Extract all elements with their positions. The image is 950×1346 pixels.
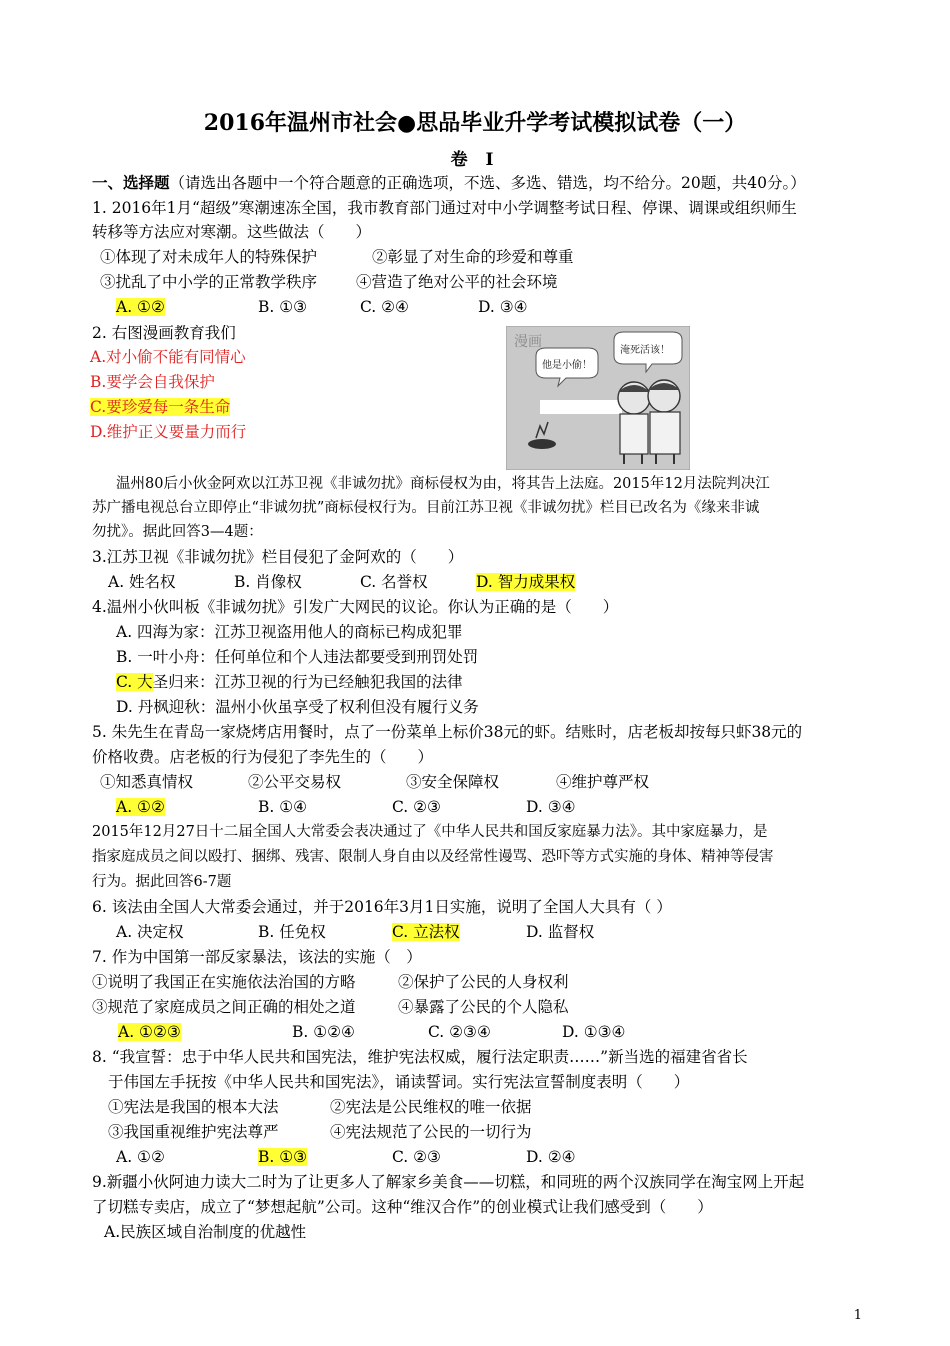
q5-statement-4: ④维护尊严权 [556, 773, 650, 791]
q8-statement-3: ③我国重视维护宪法尊严 [108, 1123, 279, 1141]
q3-option-d: D. 智力成果权 [476, 573, 576, 591]
q3-option-a: A. 姓名权 [108, 573, 176, 591]
exam-title: 2016年温州市社会●思品毕业升学考试模拟试卷（一） [203, 110, 747, 136]
comic-image [506, 326, 690, 470]
q1-option-a: A. ①② [116, 298, 165, 316]
q5-stem-line1: 5. 朱先生在青岛一家烧烤店用餐时，点了一份菜单上标价38元的虾。结账时，店老板却按每只虾38元的 [92, 723, 803, 741]
q9-stem-line1: 9.新疆小伙阿迪力读大二时为了让更多人了解家乡美食——切糕，和同班的两个汉族同学在淘宝网上开起 [92, 1173, 805, 1191]
q5-statement-2: ②公平交易权 [248, 773, 342, 791]
q2-option-d: D.维护正义要量力而行 [90, 423, 247, 441]
q1-option-d: D. ③④ [478, 298, 528, 316]
section-title: 一、选择题 [92, 173, 170, 192]
q2-option-c: C.要珍爱每一条生命 [90, 398, 231, 416]
q7-option-d: D. ①③④ [562, 1023, 626, 1041]
q1-option-b: B. ①③ [258, 298, 308, 316]
q7-option-b: B. ①②④ [292, 1023, 355, 1041]
q7-statement-3: ③规范了家庭成员之间正确的相处之道 [92, 998, 356, 1016]
q4-stem: 4.温州小伙叫板《非诚勿扰》引发广大网民的议论。你认为正确的是（ ） [92, 598, 619, 616]
q7-option-a: A. ①②③ [118, 1023, 181, 1041]
q8-option-a: A. ①② [116, 1148, 165, 1166]
q2-option-b: B.要学会自我保护 [90, 373, 215, 391]
comic-bubble-1: 他是小偷！ [542, 360, 592, 371]
q1-stem-line2: 转移等方法应对寒潮。这些做法（ ） [92, 223, 372, 241]
passage1-line1: 温州80后小伙金阿欢以江苏卫视《非诚勿扰》商标侵权为由，将其告上法庭。2015年12月法院判决江 [116, 476, 770, 492]
q4-option-d: D. 丹枫迎秋：温州小伙虽享受了权利但没有履行义务 [116, 698, 479, 716]
q1-statement-4: ④营造了绝对公平的社会环境 [356, 273, 558, 291]
q5-option-a: A. ①② [116, 798, 165, 816]
q6-option-b: B. 任免权 [258, 923, 326, 941]
passage2-line1: 2015年12月27日十二届全国人大常委会表决通过了《中华人民共和国反家庭暴力法》。其中家庭暴力，是 [92, 824, 768, 840]
q8-statement-4: ④宪法规范了公民的一切行为 [330, 1123, 532, 1141]
q4-option-a: A. 四海为家：江苏卫视盗用他人的商标已构成犯罪 [116, 623, 463, 641]
q3-stem: 3.江苏卫视《非诚勿扰》栏目侵犯了金阿欢的（ ） [92, 548, 464, 566]
q7-stem: 7. 作为中国第一部反家暴法，该法的实施（ ） [92, 948, 422, 966]
q1-statement-3: ③扰乱了中小学的正常教学秩序 [100, 273, 318, 291]
passage1-line3: 勿扰》。据此回答3—4题： [92, 524, 263, 540]
q9-option-a: A.民族区域自治制度的优越性 [104, 1223, 307, 1241]
q1-stem-line1: 1. 2016年1月“超级”寒潮速冻全国，我市教育部门通过对中小学调整考试日程、停课、调课或组织师生 [92, 199, 797, 217]
q6-stem: 6. 该法由全国人大常委会通过，并于2016年3月1日实施，说明了全国人大具有（ ） [92, 898, 672, 916]
passage2-line3: 行为。据此回答6-7题 [92, 874, 232, 890]
q3-option-b: B. 肖像权 [234, 573, 302, 591]
comic-bubble-2: 淹死活该！ [620, 345, 670, 356]
q7-statement-2: ②保护了公民的人身权利 [398, 973, 569, 991]
q7-statement-1: ①说明了我国正在实施依法治国的方略 [92, 973, 356, 991]
page-number: 1 [853, 1308, 862, 1323]
q5-stem-line2: 价格收费。店老板的行为侵犯了李先生的（ ） [92, 748, 434, 766]
q7-option-c: C. ②③④ [428, 1023, 491, 1041]
comic-caption: 漫画 [514, 334, 542, 350]
q8-option-d: D. ②④ [526, 1148, 576, 1166]
q8-stem-line2: 于伟国左手抚按《中华人民共和国宪法》，诵读誓词。实行宪法宣誓制度表明（ ） [108, 1073, 690, 1091]
q8-stem-line1: 8. “我宣誓：忠于中华人民共和国宪法，维护宪法权威，履行法定职责……”新当选的福建省省长 [92, 1048, 748, 1066]
q7-statement-4: ④暴露了公民的个人隐私 [398, 998, 569, 1016]
q9-stem-line2: 了切糕专卖店，成立了“梦想起航”公司。这种“维汉合作”的创业模式让我们感受到（ ） [92, 1198, 713, 1216]
q6-option-c: C. 立法权 [392, 923, 460, 941]
q1-statement-1: ①体现了对未成年人的特殊保护 [100, 248, 318, 266]
q6-option-d: D. 监督权 [526, 923, 595, 941]
q6-option-a: A. 决定权 [116, 923, 184, 941]
q2-option-a: A.对小偷不能有同情心 [90, 348, 246, 366]
q3-option-c: C. 名誉权 [360, 573, 428, 591]
q1-option-c: C. ②④ [360, 298, 409, 316]
q4-option-c-text: 圣归来：江苏卫视的行为已经触犯我国的法律 [152, 673, 463, 691]
section-heading [92, 172, 806, 194]
q2-stem: 2. 右图漫画教育我们 [92, 324, 236, 342]
volume-label: 卷 Ⅰ [450, 150, 500, 170]
q5-option-b: B. ①④ [258, 798, 308, 816]
q5-statement-1: ①知悉真情权 [100, 773, 194, 791]
q5-option-d: D. ③④ [526, 798, 576, 816]
q5-statement-3: ③安全保障权 [406, 773, 500, 791]
section-instruction: （请选出各题中一个符合题意的正确选项，不选、多选、错选，均不给分。20题，共40分。） [169, 174, 806, 192]
q8-option-b: B. ①③ [258, 1148, 308, 1166]
q8-statement-2: ②宪法是公民维权的唯一依据 [330, 1098, 532, 1116]
passage1-line2: 苏广播电视总台立即停止“非诚勿扰”商标侵权行为。目前江苏卫视《非诚勿扰》栏目已改名为《缘来非诚 [92, 500, 760, 516]
q4-option-b: B. 一叶小舟：任何单位和个人违法都要受到刑罚处罚 [116, 648, 479, 666]
q5-option-c: C. ②③ [392, 798, 441, 816]
passage2-line2: 指家庭成员之间以殴打、捆绑、残害、限制人身自由以及经常性谩骂、恐吓等方式实施的身体、精神等侵害 [92, 849, 774, 865]
q4-option-c-label: C. 大 [116, 673, 153, 691]
q8-statement-1: ①宪法是我国的根本大法 [108, 1098, 279, 1116]
q8-option-c: C. ②③ [392, 1148, 441, 1166]
q1-statement-2: ②彰显了对生命的珍爱和尊重 [372, 248, 574, 266]
